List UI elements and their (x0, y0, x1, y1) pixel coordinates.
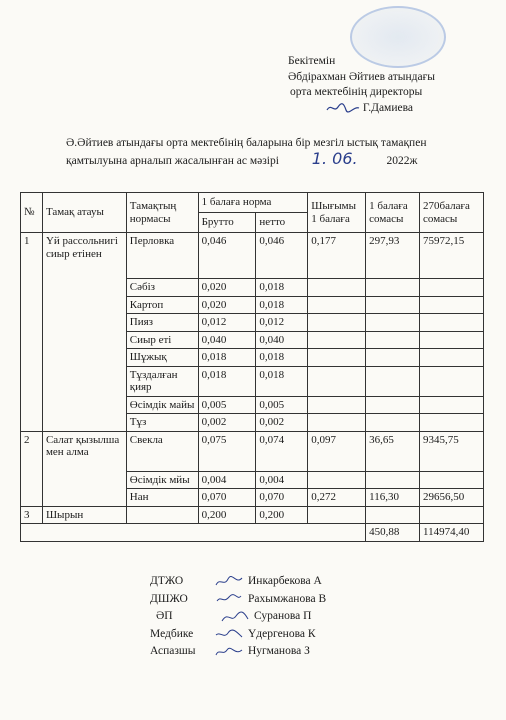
signature-name: Үдергенова К (248, 627, 316, 640)
per-child-cell (366, 331, 420, 349)
brutto-cell: 0,018 (198, 366, 256, 396)
consumption-cell (308, 314, 366, 332)
total-cell: 9345,75 (420, 431, 484, 471)
signature-name: Рахымжанова В (248, 592, 327, 605)
consumption-cell (308, 414, 366, 432)
netto-cell: 0,070 (256, 489, 308, 507)
total-cell (420, 349, 484, 367)
totals-per-child: 450,88 (366, 524, 420, 542)
director-name: Г.Дамиева (362, 101, 413, 114)
signature-row (150, 643, 326, 661)
title-line-2 (66, 151, 466, 169)
signature-name: Суранова П (254, 610, 312, 622)
signature-role: ДТЖО (150, 575, 184, 587)
total-cell (420, 506, 484, 524)
signature-role: Медбике (150, 627, 194, 640)
brutto-cell: 0,004 (198, 471, 256, 489)
total-cell (420, 279, 484, 297)
totals-overall: 114974,40 (420, 524, 484, 542)
consumption-cell (308, 279, 366, 297)
per-child-cell (366, 414, 420, 432)
title-year: 2022ж (386, 155, 418, 167)
total-cell: 29656,50 (420, 489, 484, 507)
ingredient: Картоп (126, 296, 198, 314)
header-total-amount: 270балаға сомасы (420, 193, 484, 233)
table-row (21, 431, 484, 471)
brutto-cell: 0,018 (198, 349, 256, 367)
per-child-cell: 116,30 (366, 489, 420, 507)
dish-name: Салат қызылша мен алма (42, 431, 126, 506)
brutto-cell: 0,012 (198, 314, 256, 332)
brutto-cell: 0,040 (198, 331, 256, 349)
signature-block (150, 573, 326, 661)
netto-cell: 0,004 (256, 471, 308, 489)
ingredient: Өсімдік мйы (126, 471, 198, 489)
total-cell (420, 414, 484, 432)
total-cell (420, 296, 484, 314)
brutto-cell: 0,002 (198, 414, 256, 432)
table-row (21, 506, 484, 524)
approval-position: орта мектебінің директоры (290, 86, 423, 98)
totals-spacer (21, 524, 366, 542)
consumption-cell (308, 331, 366, 349)
ingredient: Нан (126, 489, 198, 507)
title-line-2-text: қамтылуына арналып жасалынған ас мәзірі (66, 155, 279, 167)
netto-cell: 0,200 (256, 506, 308, 524)
consumption-cell (308, 349, 366, 367)
signature-role: ӘП (156, 610, 173, 622)
ingredient: Свекла (126, 431, 198, 471)
consumption-cell (308, 366, 366, 396)
header-food-norm: Тамақтың нормасы (126, 193, 198, 233)
approval-block (288, 54, 435, 116)
brutto-cell: 0,046 (198, 233, 256, 279)
per-child-cell (366, 279, 420, 297)
brutto-cell: 0,075 (198, 431, 256, 471)
signature-role: Аспазшы (150, 645, 196, 657)
signature-icon (214, 627, 244, 641)
per-child-cell: 297,93 (366, 233, 420, 279)
per-child-cell (366, 506, 420, 524)
handwritten-date: 1. 06. (311, 149, 358, 168)
ingredient: Сиыр еті (126, 331, 198, 349)
netto-cell: 0,018 (256, 366, 308, 396)
brutto-cell: 0,020 (198, 279, 256, 297)
signature-icon (214, 645, 244, 659)
approval-school: Әбдірахман Әйтиев атындағы (288, 70, 436, 83)
ingredient (126, 506, 198, 524)
document-title (66, 136, 466, 169)
netto-cell: 0,005 (256, 396, 308, 414)
per-child-cell (366, 396, 420, 414)
signature-role: ДШЖО (150, 592, 188, 605)
netto-cell: 0,018 (256, 279, 308, 297)
brutto-cell: 0,005 (198, 396, 256, 414)
signature-icon (214, 575, 244, 589)
per-child-cell (366, 349, 420, 367)
ingredient: Тұздалған қияр (126, 366, 198, 396)
ingredient: Сәбіз (126, 279, 198, 297)
netto-cell: 0,074 (256, 431, 308, 471)
menu-table (20, 192, 484, 542)
consumption-cell: 0,097 (308, 431, 366, 471)
total-cell (420, 314, 484, 332)
signature-row (150, 626, 326, 644)
ingredient: Тұз (126, 414, 198, 432)
total-cell (420, 471, 484, 489)
brutto-cell: 0,070 (198, 489, 256, 507)
signature-name: Нугманова З (248, 645, 310, 657)
netto-cell: 0,002 (256, 414, 308, 432)
signature-icon (214, 592, 244, 606)
total-cell: 75972,15 (420, 233, 484, 279)
ingredient: Пияз (126, 314, 198, 332)
consumption-cell (308, 396, 366, 414)
row-num: 2 (21, 431, 43, 506)
header-brutto: Брутто (198, 213, 256, 233)
signature-icon (220, 610, 250, 624)
total-cell (420, 366, 484, 396)
header-food-name: Тамақ атауы (42, 193, 126, 233)
netto-cell: 0,046 (256, 233, 308, 279)
signature-row (150, 573, 326, 591)
per-child-cell (366, 314, 420, 332)
row-num: 3 (21, 506, 43, 524)
consumption-cell (308, 471, 366, 489)
header-netto: нетто (256, 213, 308, 233)
header-consumption: Шығымы 1 балаға (308, 193, 366, 233)
ingredient: Өсімдік майы (126, 396, 198, 414)
per-child-cell (366, 296, 420, 314)
dish-name: Үй рассольнигі сиыр етінен (42, 233, 126, 432)
consumption-cell: 0,177 (308, 233, 366, 279)
director-signature-icon (326, 102, 360, 114)
ingredient: Шұжық (126, 349, 198, 367)
header-per-child-norm: 1 балаға норма (198, 193, 308, 213)
header-per-child-amount: 1 балаға сомасы (366, 193, 420, 233)
dish-name: Шырын (42, 506, 126, 524)
total-cell (420, 331, 484, 349)
total-cell (420, 396, 484, 414)
signature-row (150, 608, 326, 626)
netto-cell: 0,018 (256, 296, 308, 314)
totals-row (21, 524, 484, 542)
header-num: № (21, 193, 43, 233)
brutto-cell: 0,020 (198, 296, 256, 314)
consumption-cell: 0,272 (308, 489, 366, 507)
row-num: 1 (21, 233, 43, 432)
consumption-cell (308, 506, 366, 524)
per-child-cell: 36,65 (366, 431, 420, 471)
ingredient: Перловка (126, 233, 198, 279)
director-signature-line (288, 101, 435, 117)
approval-heading: Бекітемін (288, 55, 336, 67)
netto-cell: 0,018 (256, 349, 308, 367)
table-row (21, 233, 484, 279)
brutto-cell: 0,200 (198, 506, 256, 524)
per-child-cell (366, 366, 420, 396)
signature-row (150, 591, 326, 609)
netto-cell: 0,040 (256, 331, 308, 349)
signature-name: Инкарбекова А (248, 575, 322, 587)
netto-cell: 0,012 (256, 314, 308, 332)
per-child-cell (366, 471, 420, 489)
title-line-1: Ә.Әйтиев атындағы орта мектебінің баларына бір мезгіл ыстық тамақпен (66, 137, 427, 149)
consumption-cell (308, 296, 366, 314)
